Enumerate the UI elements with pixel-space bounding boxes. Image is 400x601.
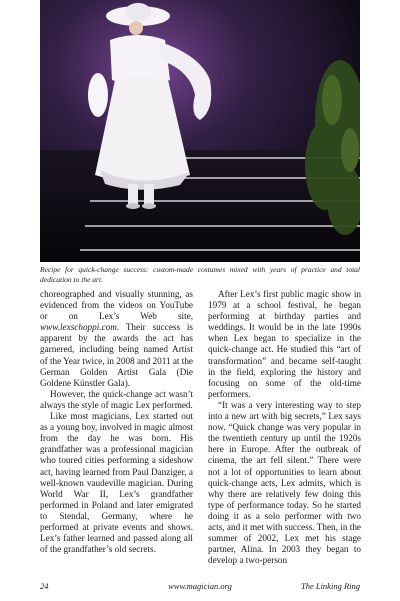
page-number: 24	[40, 581, 49, 591]
stage-photo-illustration	[40, 0, 360, 262]
paragraph: Like most magicians, Lex started out as a young boy, involved in magic almost from the day he was born. His grandfather was a professional magician who toured cities performing a sideshow act, having learned from Paul Danziger, a well-known vaudeville magician. During World War II, Lex’s grandfather performed in Poland and later emigrated to Stendal, Germany, where he performed at private events and shows. Lex’s father learned and passed along all of the grandfather’s old secrets.	[40, 411, 193, 555]
footer-website: www.magician.org	[168, 581, 232, 591]
article-column-right	[208, 289, 361, 566]
article-column-left	[40, 289, 193, 555]
article-photo	[40, 0, 360, 262]
paragraph-text: choreographed and visually stunning, as evidenced from the videos on YouTube or on Lex’s Web site,	[40, 289, 193, 322]
paragraph: “It was a very interesting way to step into a new art with big secrets,” Lex says now. “Quick change was very popular in the twentieth century up until the 1920s here in Europe. After the outbreak of cinema, the art fell silent.” There were not a lot of opportunities to learn about quick-change acts, Lex admits, which is why there are relatively few doing this type of performance today. So he started doing it as a solo performer with two acts, and it met with success. Then, in the summer of 2002, Lex met his stage partner, Alina. In 2003 they began to develop a two-person	[208, 399, 361, 566]
page-footer	[40, 581, 360, 593]
website-link[interactable]: www.lexschoppi.com.	[40, 322, 120, 333]
paragraph	[40, 289, 193, 389]
magazine-title: The Linking Ring	[300, 581, 360, 591]
photo-caption: Recipe for quick-change success: custom-made costumes mixed with years of practice and total dedication to the art.	[40, 265, 360, 284]
paragraph: After Lex’s first public magic show in 1979 at a school festival, he began performing at birthday parties and weddings. It would be in the late 1990s when Lex began to specialize in the quick-change act. He studied this “art of transformation” and became self-taught in the field, exploring the history and focusing on some of the old-time performers.	[208, 289, 361, 399]
paragraph-text: Their success is apparent by the awards the act has garnered, including being named Artist of the Year twice, in 2008 and 2011 at the German Golden Artist Gala (Die Goldene Künstler Gala).	[40, 322, 194, 388]
paragraph: However, the quick-change act wasn’t always the style of magic Lex performed.	[40, 388, 193, 410]
